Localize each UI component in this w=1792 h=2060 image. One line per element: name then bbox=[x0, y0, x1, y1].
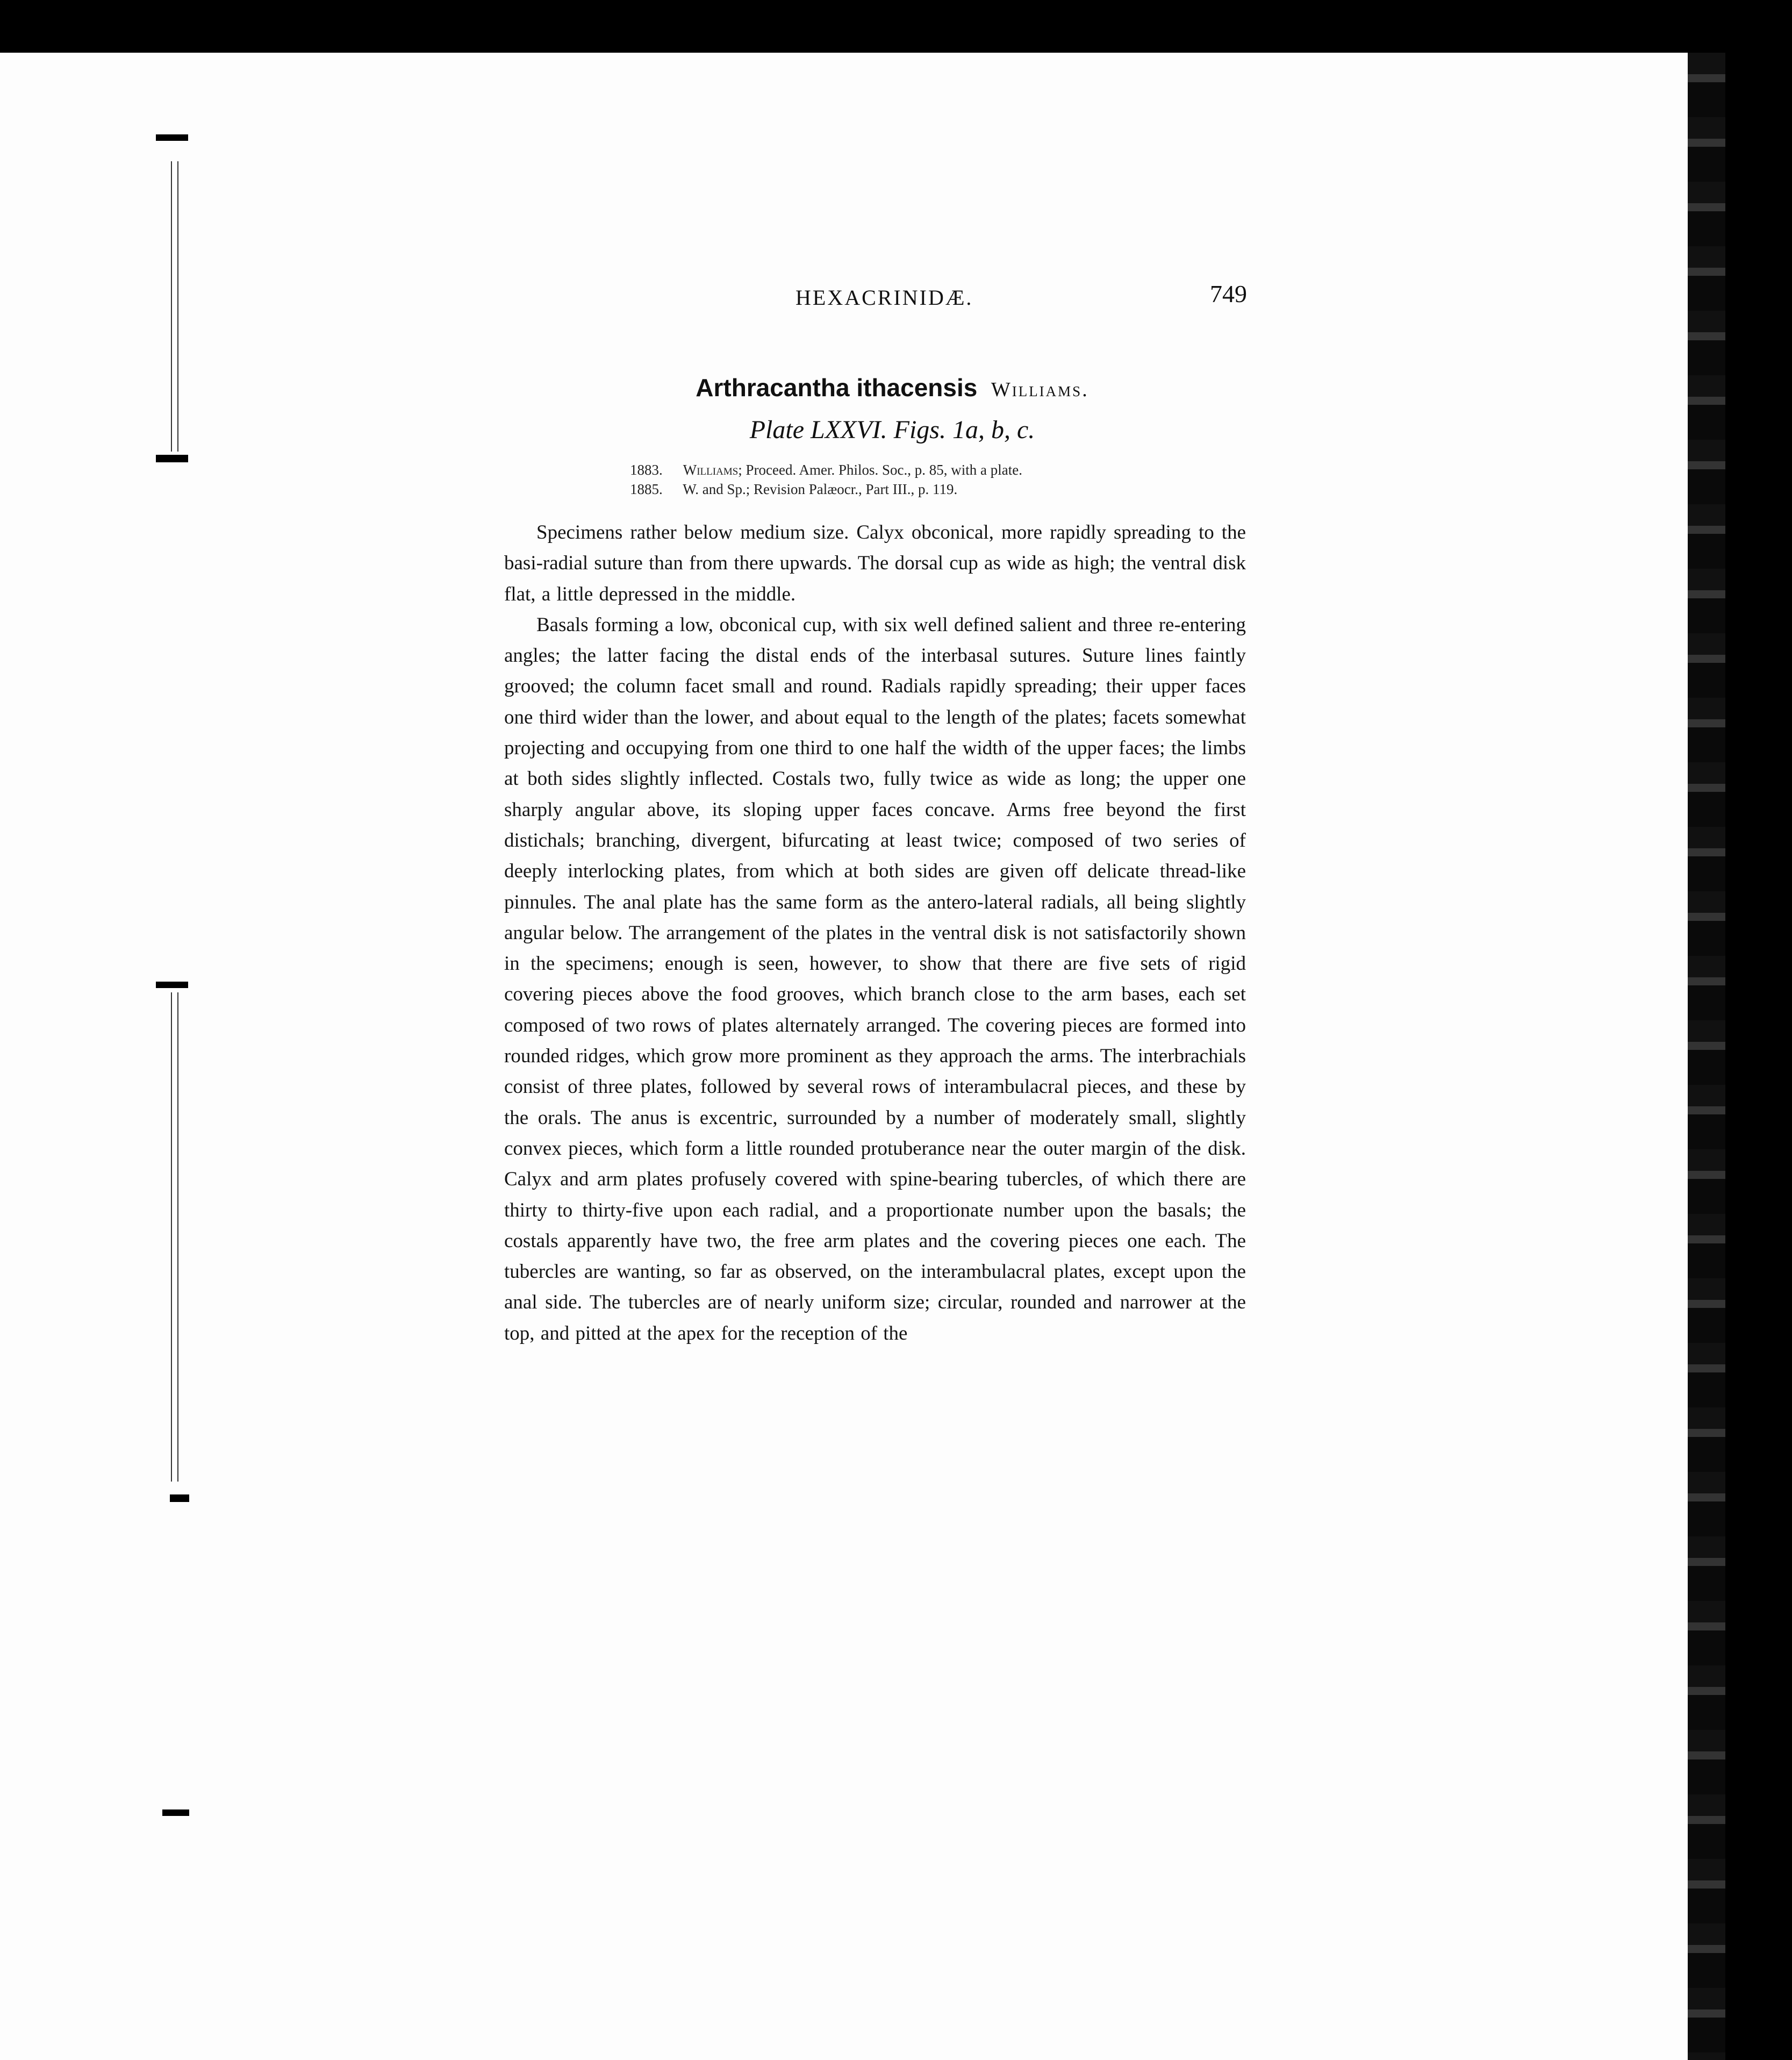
paragraph: Basals forming a low, obconical cup, with six well defined salient and three re-entering angles; the latter facing the distal ends of the interbasal sutures. Suture lines faintly grooved; the column facet small and round. Radials rapidly spreading; their upper faces one third wider than the lower, and about equal to the length of the plates; facets somewhat projecting and occupying from one third to one half the width of the upper faces; the limbs at both sides slightly inflected. Costals two, fully twice as wide as long; the upper one sharply angular above, its sloping upper faces concave. Arms free beyond the first distichals; branching, divergent, bifurcating at least twice; composed of two series of deeply interlocking plates, from which at both sides are given off delicate thread-like pinnules. The anal plate has the same form as the antero-lateral radials, all being slightly angular below. The arrangement of the plates in the ventral disk is not satisfactorily shown in the specimens; enough is seen, however, to show that there are five sets of rigid covering pieces above the food grooves, which branch close to the arm bases, each set composed of two rows of plates alternately arranged. The covering pieces are formed into rounded ridges, which grow more prominent as they approach the arms. The interbrachials consist of three plates, followed by several rows of interambulacral pieces, and these by the orals. The anus is excentric, surrounded by a number of moderately small, slightly convex pieces, which form a little rounded protuberance near the outer margin of the disk. Calyx and arm plates profusely covered with spine-bearing tubercles, of which there are thirty to thirty-five upon each radial, and a proportionate number upon the basals; the costals apparently have two, the free arm plates and the covering pieces one each. The tubercles are wanting, so far as observed, on the interambulacral plates, except upon the anal side. The tubercles are of nearly uniform size; circular, rounded and narrower at the top, and pitted at the apex for the reception of the bbox=[504, 613, 1246, 1344]
gutter-mark bbox=[156, 982, 188, 988]
description-body bbox=[504, 517, 1246, 1349]
reference-text: Proceed. Amer. Philos. Soc., p. 85, with a plate. bbox=[746, 462, 1022, 478]
book-edge bbox=[1688, 53, 1725, 2060]
reference-entry bbox=[630, 480, 1167, 499]
running-head: HEXACRINIDÆ. bbox=[795, 285, 973, 310]
paragraph: Specimens rather below medium size. Calyx obconical, more rapidly spreading to the basi-radial suture than from there upwards. The dorsal cup as wide as high; the ventral disk flat, a little depressed in the middle. bbox=[504, 521, 1246, 605]
gutter-thread bbox=[171, 161, 178, 452]
reference-year: 1883. bbox=[630, 462, 663, 478]
species-title bbox=[537, 373, 1247, 402]
plate-reference: Plate LXXVI. Figs. 1a, b, c. bbox=[749, 416, 1035, 444]
reference-author: W. and Sp.; bbox=[683, 481, 750, 497]
species-author: Williams. bbox=[991, 378, 1089, 401]
gutter-mark bbox=[170, 1494, 189, 1502]
gutter-thread bbox=[171, 992, 178, 1482]
reference-year: 1885. bbox=[630, 481, 663, 497]
gutter-mark bbox=[156, 455, 188, 462]
reference-text: Revision Palæocr., Part III., p. 119. bbox=[754, 481, 958, 497]
gutter-mark bbox=[156, 134, 188, 141]
reference-entry bbox=[630, 460, 1167, 480]
gutter-mark bbox=[162, 1809, 189, 1816]
page-number: 749 bbox=[1210, 280, 1247, 307]
reference-author: Williams; bbox=[683, 462, 742, 478]
species-name: Arthracantha ithacensis bbox=[696, 374, 978, 402]
synonymy-list bbox=[630, 460, 1167, 499]
